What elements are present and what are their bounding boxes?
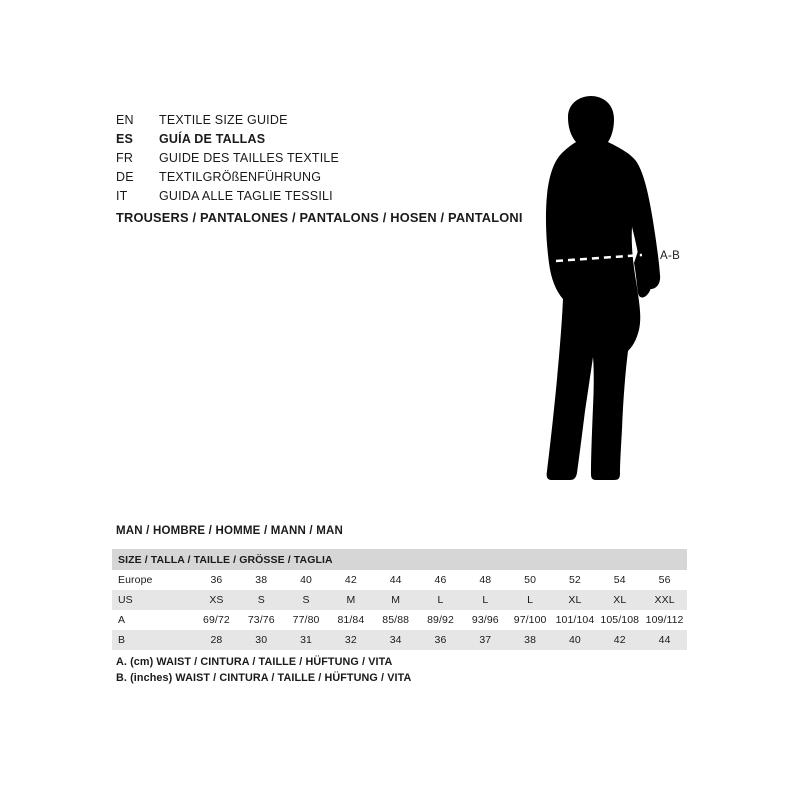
table-caption-man: MAN / HOMBRE / HOMME / MANN / MAN — [116, 525, 344, 537]
measure-label-ab: A-B — [660, 250, 681, 262]
cell-us-5: L — [418, 590, 463, 610]
cell-b-2: 31 — [284, 630, 329, 650]
section-title: TROUSERS / PANTALONES / PANTALONS / HOSEN / PANTALONI — [116, 210, 523, 225]
cell-europe-0: 36 — [210, 574, 223, 586]
row-label-europe: Europe — [118, 574, 153, 586]
cell-europe-3: 42 — [344, 574, 357, 586]
language-row-es — [116, 132, 516, 151]
cell-europe-5: 46 — [434, 574, 447, 586]
language-text-it: GUIDA ALLE TAGLIE TESSILI — [159, 189, 333, 203]
cell-b-4: 34 — [373, 630, 418, 650]
cell-us-0: XS — [194, 590, 239, 610]
cell-europe-4: 44 — [389, 574, 402, 586]
language-text-en: TEXTILE SIZE GUIDE — [159, 113, 288, 127]
cell-b-9: 42 — [597, 630, 642, 650]
cell-a-5: 89/92 — [427, 614, 454, 626]
cell-us-9: XL — [597, 590, 642, 610]
language-row-de — [116, 170, 516, 189]
language-code-fr: FR — [116, 151, 134, 165]
language-text-es: GUÍA DE TALLAS — [159, 132, 266, 146]
cell-b-6: 37 — [463, 630, 508, 650]
cell-us-10: XXL — [642, 590, 687, 610]
language-text-fr: GUIDE DES TAILLES TEXTILE — [159, 151, 340, 165]
row-label-a: A — [118, 614, 126, 626]
cell-b-8: 40 — [553, 630, 598, 650]
cell-europe-8: 52 — [568, 574, 581, 586]
cell-us-8: XL — [553, 590, 598, 610]
cell-a-6: 93/96 — [471, 614, 499, 626]
cell-a-8: 101/104 — [555, 614, 595, 626]
cell-europe-7: 50 — [524, 574, 537, 586]
language-row-en — [116, 113, 516, 132]
cell-europe-9: 54 — [613, 574, 626, 586]
cell-europe-10: 56 — [658, 574, 671, 586]
cell-a-9: 105/108 — [600, 614, 640, 626]
cell-a-3: 81/84 — [337, 614, 365, 626]
cell-europe-6: 48 — [479, 574, 492, 586]
cell-b-0: 28 — [194, 630, 239, 650]
cell-us-4: M — [373, 590, 418, 610]
cell-b-5: 36 — [418, 630, 463, 650]
table-row — [112, 590, 687, 610]
cell-a-7: 97/100 — [513, 614, 547, 626]
language-code-es: ES — [116, 132, 134, 146]
language-code-en: EN — [116, 113, 134, 127]
table-row — [112, 570, 687, 590]
figure-man-silhouette — [500, 95, 720, 500]
cell-us-1: S — [239, 590, 284, 610]
row-label-b: B — [112, 630, 194, 650]
cell-us-7: L — [508, 590, 553, 610]
footnote-a: A. (cm) WAIST / CINTURA / TAILLE / HÜFTUNG / VITA — [116, 656, 393, 668]
cell-us-6: L — [463, 590, 508, 610]
cell-a-1: 73/76 — [247, 614, 275, 626]
footnotes — [116, 654, 411, 686]
cell-us-3: M — [328, 590, 373, 610]
language-text-de: TEXTILGRÖßENFÜHRUNG — [159, 170, 322, 184]
cell-europe-2: 40 — [300, 574, 312, 586]
cell-b-10: 44 — [642, 630, 687, 650]
cell-a-10: 109/112 — [645, 614, 684, 626]
table-row — [112, 610, 687, 630]
table-band-header — [112, 549, 687, 570]
cell-a-4: 85/88 — [382, 614, 410, 626]
table-band-header-label: SIZE / TALLA / TAILLE / GRÖSSE / TAGLIA — [112, 549, 687, 570]
language-row-fr — [116, 151, 516, 170]
language-code-it: IT — [116, 189, 128, 203]
silhouette-icon — [500, 95, 720, 500]
cell-europe-1: 38 — [255, 574, 268, 586]
cell-us-2: S — [284, 590, 329, 610]
cell-a-0: 69/72 — [203, 614, 230, 626]
table-row — [112, 630, 687, 650]
language-header — [116, 113, 516, 208]
cell-b-7: 38 — [508, 630, 553, 650]
cell-b-3: 32 — [328, 630, 373, 650]
language-code-de: DE — [116, 170, 134, 184]
cell-b-1: 30 — [239, 630, 284, 650]
row-label-us: US — [112, 590, 194, 610]
size-table — [112, 549, 687, 650]
language-row-it — [116, 189, 516, 208]
cell-a-2: 77/80 — [292, 614, 320, 626]
footnote-b: B. (inches) WAIST / CINTURA / TAILLE / HÜFTUNG / VITA — [116, 672, 412, 684]
